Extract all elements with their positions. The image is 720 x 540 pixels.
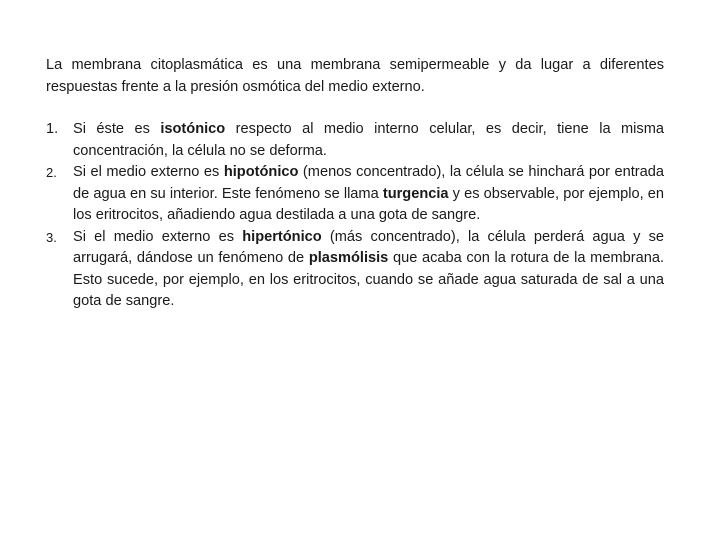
- list-text: (más concentrado), la célula perderá agua y se arrugará, dándose un fenómeno de: [73, 228, 664, 266]
- list-number: 3.: [46, 229, 57, 245]
- bold-term: plasmólisis: [308, 250, 389, 266]
- bold-term: isotónico: [160, 121, 226, 137]
- list-text: (menos concentrado), la célula se hinchará por entrada de agua en su interior. Este fenómeno se llama: [73, 164, 665, 202]
- bold-term: turgencia: [382, 185, 449, 202]
- text-body: [46, 55, 664, 313]
- list-item: [46, 162, 664, 227]
- list-item: [46, 227, 664, 313]
- list-text: y es observable, por ejemplo, en los eritrocitos, añadiendo agua destilada a una gota de sangre.: [73, 185, 664, 223]
- list-item: [46, 119, 664, 162]
- numbered-list: [46, 119, 664, 313]
- list-text: Si éste es: [73, 121, 161, 137]
- list-text: Si el medio externo es: [73, 164, 224, 180]
- list-text: respecto al medio interno celular, es decir, tiene la misma concentración, la célula no se deforma.: [73, 121, 664, 159]
- intro-paragraph: La membrana citoplasmática es una membrana semipermeable y da lugar a diferentes respuestas frente a la presión osmótica del medio externo.: [46, 57, 664, 95]
- list-number: 1.: [46, 121, 59, 137]
- list-number: 2.: [46, 165, 57, 180]
- list-text: que acaba con la rotura de la membrana. Esto sucede, por ejemplo, en los eritrocitos, cuando se añade agua saturada de sal a una gota de sangre.: [73, 250, 664, 309]
- bold-term: hipotónico: [223, 164, 299, 180]
- bold-term: hipertónico: [242, 228, 322, 245]
- list-text: Si el medio externo es: [73, 228, 243, 245]
